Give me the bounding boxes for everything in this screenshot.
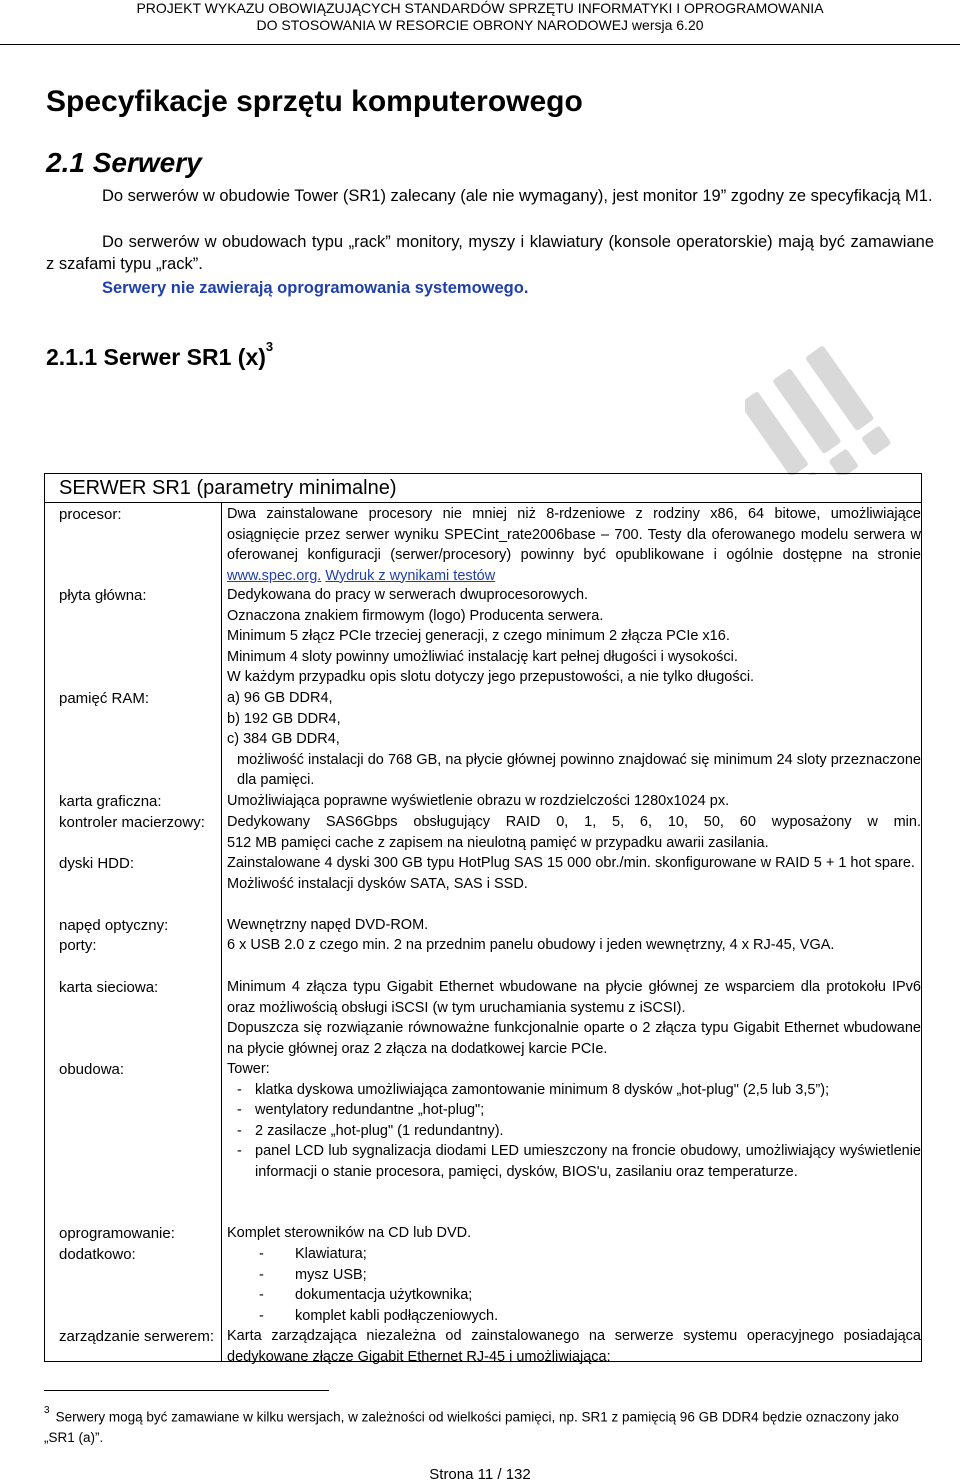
value-ram: [227, 688, 921, 791]
footnote-number: 3: [44, 1405, 50, 1416]
dodatkowo-item-text: komplet kabli podłączeniowych.: [295, 1307, 499, 1324]
plyta-line-5: W każdym przypadku opis slotu dotyczy jego przepustowości, a nie tylko długości.: [227, 669, 755, 685]
value-zarzadzanie: Karta zarządzająca niezależna od zainstalowanego na serwerze systemu operacyjnego posiadająca dedykowane złącze Gigabit Ethernet RJ-45 i umożliwiająca:: [227, 1328, 921, 1365]
subsection-title: 2.1.1 Serwer SR1 (x): [46, 344, 266, 370]
obudowa-item-text: 2 zasilacze „hot-plug" (1 redundantny).: [255, 1122, 504, 1139]
document-title: Specyfikacje sprzętu komputerowego: [46, 85, 583, 118]
plyta-line-4: Minimum 4 sloty powinny umożliwiać instalację kart pełnej długości i wysokości.: [227, 648, 738, 665]
page-number: Strona 11 / 132: [429, 1466, 531, 1483]
label-obudowa: obudowa:: [59, 1061, 125, 1078]
footnote-text: Serwery mogą być zamawiane w kilku wersjach, w zależności od wielkości pamięci, np. SR1 z pamięcią 96 GB DDR4 będzie oznaczony jako „SR1 (a)”.: [44, 1409, 899, 1445]
ram-option-c: c) 384 GB DDR4,: [227, 731, 340, 747]
label-ram: pamięć RAM:: [59, 690, 150, 707]
dyski-line-2: Możliwość instalacji dysków SATA, SAS i SSD.: [227, 875, 528, 892]
procesor-text: Dwa zainstalowane procesory nie mniej niż 8-rdzeniowe z rodziny x86, 64 bitowe, umożliwiające osiągnięcie przez serwer wyniku SPECint_rate2006base – 700. Testy dla oferowanego modelu serwera w oferowanej konfiguracji (serwer/procesory) powinny być opublikowane i ogólnie dostępne na stronie: [227, 506, 921, 563]
obudowa-item: - wentylatory redundantne „hot-plug";: [237, 1100, 921, 1121]
value-karta-graficzna: Umożliwiająca poprawne wyświetlenie obrazu w rozdzielczości 1280x1024 px.: [227, 793, 730, 809]
plyta-line-1: Dedykowana do pracy w serwerach dwuprocesorowych.: [227, 587, 589, 603]
subsection-heading: [46, 339, 274, 371]
sieciowa-line-2: Dopuszcza się rozwiązanie równoważne funkcjonalnie oparte o 2 złącza typu Gigabit Ethernet wbudowane na płycie głównej oraz 2 złącza na dodatkowej karcie PCIe.: [227, 1020, 921, 1057]
obudowa-item: - panel LCD lub sygnalizacja diodami LED umieszczony na froncie obudowy, umożliwiający wyświetlenie informacji o stanie procesora, pamięci, dysków, BIOS'u, zasilaniu oraz temperaturze.: [237, 1141, 921, 1182]
dodatkowo-item-text: dokumentacja użytkownika;: [295, 1287, 473, 1303]
value-dodatkowo: [227, 1244, 921, 1326]
intro-paragraph-1: Do serwerów w obudowie Tower (SR1) zalecany (ale nie wymagany), jest monitor 19” zgodny ze specyfikacją M1.: [102, 187, 933, 205]
dyski-line-1: Zainstalowane 4 dyski 300 GB typu HotPlug SAS 15 000 obr./min. skonfigurowane w RAID 5 + 1 hot spare.: [227, 855, 915, 871]
test-results-link[interactable]: Wydruk z wynikami testów: [325, 567, 496, 584]
ram-option-a: a) 96 GB DDR4,: [227, 690, 333, 706]
header-rule: [0, 44, 960, 45]
label-plyta: płyta główna:: [59, 587, 147, 604]
value-obudowa: [227, 1059, 921, 1182]
label-karta-graficzna: karta graficzna:: [59, 793, 162, 810]
page-header: [0, 0, 960, 34]
obudowa-item-text: wentylatory redundantne „hot-plug";: [255, 1102, 485, 1118]
sieciowa-line-1: Minimum 4 złącza typu Gigabit Ethernet wbudowane na płycie głównej ze wsparciem dla protokołu IPv6 oraz możliwością obsługi iSCSI (w tym uruchamiania systemu z iSCSI).: [227, 979, 921, 1016]
value-naped: Wewnętrzny napęd DVD-ROM.: [227, 917, 429, 933]
obudowa-item-text: panel LCD lub sygnalizacja diodami LED umieszczony na froncie obudowy, umożliwiający wyświetlenie informacji o stanie procesora, pamięci, dysków, BIOS'u, zasilaniu oraz temperaturze.: [255, 1143, 921, 1180]
value-procesor: [227, 504, 921, 586]
footnote-ref: 3: [265, 339, 274, 355]
spec-org-link[interactable]: www.spec.org.: [227, 567, 322, 584]
section-heading: 2.1 Serwery: [46, 147, 202, 178]
value-kontroler: [227, 812, 921, 853]
table-title-rule: [45, 502, 921, 503]
label-porty: porty:: [59, 937, 97, 954]
label-zarzadzanie: zarządzanie serwerem:: [59, 1328, 215, 1345]
dodatkowo-item-text: mysz USB;: [295, 1266, 367, 1283]
spec-table: [44, 473, 922, 1365]
dodatkowo-item: - dokumentacja użytkownika;: [227, 1285, 921, 1306]
plyta-line-2: Oznaczona znakiem firmowym (logo) Producenta serwera.: [227, 607, 604, 624]
header-line-2: DO STOSOWANIA W RESORCIE OBRONY NARODOWEJ wersja 6.20: [256, 17, 704, 33]
ram-expansion: możliwość instalacji do 768 GB, na płycie głównej powinno znajdować się minimum 24 sloty przeznaczone dla pamięci.: [237, 751, 921, 788]
intro-paragraph-3: Serwery nie zawierają oprogramowania systemowego.: [102, 279, 529, 297]
header-line-1: PROJEKT WYKAZU OBOWIĄZUJĄCYCH STANDARDÓW SPRZĘTU INFORMATYKI I OPROGRAMOWANIA: [136, 0, 824, 16]
obudowa-item-text: klatka dyskowa umożliwiająca zamontowanie minimum 8 dysków „hot-plug" (2,5 lub 3,5”);: [255, 1081, 830, 1098]
label-procesor: procesor:: [59, 506, 122, 523]
dodatkowo-item-text: Klawiatura;: [295, 1246, 367, 1262]
obudowa-head: Tower:: [227, 1061, 270, 1077]
value-dyski: [227, 853, 921, 894]
label-kontroler: kontroler macierzowy:: [59, 814, 205, 831]
value-plyta: [227, 585, 921, 688]
dodatkowo-item: - Klawiatura;: [227, 1244, 921, 1265]
plyta-line-3: Minimum 5 złącz PCIe trzeciej generacji, z czego minimum 2 złącza PCIe x16.: [227, 628, 730, 644]
dodatkowo-item: - komplet kabli podłączeniowych.: [227, 1306, 921, 1327]
label-oprogramowanie: oprogramowanie:: [59, 1225, 175, 1242]
obudowa-item: - klatka dyskowa umożliwiająca zamontowanie minimum 8 dysków „hot-plug" (2,5 lub 3,5”);: [237, 1080, 921, 1101]
value-porty: 6 x USB 2.0 z czego min. 2 na przednim panelu obudowy i jeden wewnętrzny, 4 x RJ-45, VGA.: [227, 937, 835, 953]
obudowa-list: [227, 1080, 921, 1183]
exclamation-watermark: [745, 335, 945, 475]
label-karta-sieciowa: karta sieciowa:: [59, 979, 159, 996]
footnote: [44, 1404, 924, 1448]
label-naped: napęd optyczny:: [59, 917, 169, 934]
intro-paragraph-2: Do serwerów w obudowach typu „rack” monitory, myszy i klawiatury (konsole operatorskie) mają być zamawiane z szafami typu „rack”.: [46, 233, 934, 273]
value-karta-sieciowa: [227, 977, 921, 1059]
obudowa-item: - 2 zasilacze „hot-plug" (1 redundantny).: [237, 1121, 921, 1142]
label-dyski: dyski HDD:: [59, 855, 135, 872]
footnote-rule: [44, 1390, 329, 1391]
ram-option-b: b) 192 GB DDR4,: [227, 710, 341, 727]
kontroler-line-2: 512 MB pamięci cache z zapisem na nieulotną pamięć w przypadku awarii zasilania.: [227, 834, 769, 851]
dodatkowo-item: - mysz USB;: [227, 1265, 921, 1286]
table-column-rule: [221, 502, 222, 1361]
kontroler-line-1: Dedykowany SAS6Gbps obsługujący RAID 0, 1, 5, 6, 10, 50, 60 wyposażony w min.: [227, 814, 921, 830]
value-oprogramowanie: Komplet sterowników na CD lub DVD.: [227, 1225, 472, 1241]
table-title: SERWER SR1 (parametry minimalne): [59, 477, 397, 499]
exclamation-watermark-graphic: [745, 335, 945, 475]
label-dodatkowo: dodatkowo:: [59, 1246, 136, 1263]
